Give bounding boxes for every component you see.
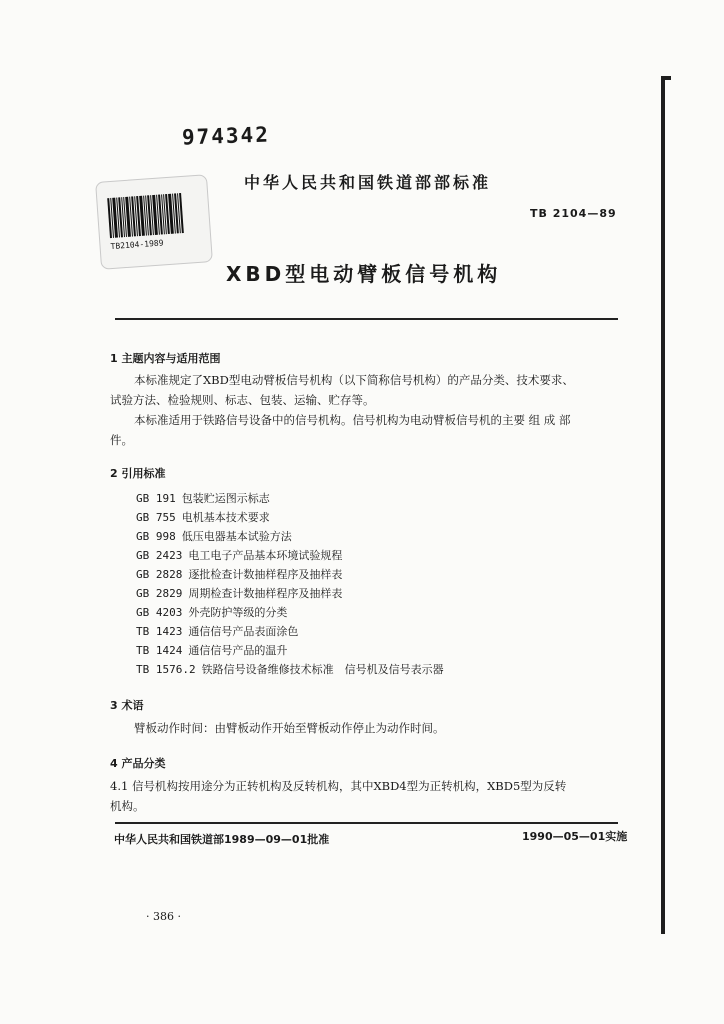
reference-item: GB 2829 周期检查计数抽样程序及抽样表 [136, 587, 343, 600]
serial-number: 974342 [181, 122, 271, 150]
standard-code: TB 2104—89 [530, 207, 617, 220]
footer-rule [115, 822, 618, 824]
reference-item: TB 1576.2 铁路信号设备维修技术标准 信号机及信号表示器 [136, 663, 444, 676]
page-number: · 386 · [146, 910, 181, 923]
reference-item: GB 2423 电工电子产品基本环境试验规程 [136, 549, 343, 562]
section-3-para: 臂板动作时间：由臂板动作开始至臂板动作停止为动作时间。 [134, 721, 445, 735]
reference-item: GB 2828 逐批检查计数抽样程序及抽样表 [136, 568, 343, 581]
document-title: XBD型电动臂板信号机构 [226, 262, 502, 286]
ministry-header: 中华人民共和国铁道部部标准 [244, 173, 492, 192]
reference-item: GB 755 电机基本技术要求 [136, 511, 270, 524]
section-4-heading: 4 产品分类 [110, 757, 166, 770]
title-rule [115, 318, 618, 320]
reference-item: GB 4203 外壳防护等级的分类 [136, 606, 288, 619]
section-4-para-line2: 机构。 [110, 799, 145, 813]
section-4-para-line1: 4.1 信号机构按用途分为正转机构及反转机构，其中XBD4型为正转机构，XBD5型为反转 [110, 779, 567, 793]
section-1-heading: 1 主题内容与适用范围 [110, 352, 221, 365]
reference-item: GB 998 低压电器基本试验方法 [136, 530, 292, 543]
section-1-para2-line2: 件。 [110, 433, 133, 447]
section-2-heading: 2 引用标准 [110, 467, 166, 480]
reference-item: GB 191 包装贮运图示标志 [136, 492, 270, 505]
section-1-para1-line2: 试验方法、检验规则、标志、包装、运输、贮存等。 [110, 393, 375, 407]
section-1-para1-line1: 本标准规定了XBD型电动臂板信号机构（以下简称信号机构）的产品分类、技术要求、 [134, 373, 574, 387]
reference-item: TB 1424 通信信号产品的温升 [136, 644, 288, 657]
implementation-date: 1990—05—01实施 [522, 830, 628, 843]
reference-item: TB 1423 通信信号产品表面涂色 [136, 625, 299, 638]
section-3-heading: 3 术语 [110, 699, 144, 712]
approval-date: 中华人民共和国铁道部1989—09—01批准 [114, 833, 330, 846]
barcode-text: TB2104-1989 [110, 238, 164, 252]
barcode-icon [107, 192, 198, 238]
section-1-para2-line1: 本标准适用于铁路信号设备中的信号机构。信号机构为电动臂板信号机的主要 组 成 部 [134, 413, 571, 427]
scan-edge-line [661, 76, 665, 934]
scan-edge-cap [661, 76, 671, 80]
barcode-label [95, 174, 213, 270]
